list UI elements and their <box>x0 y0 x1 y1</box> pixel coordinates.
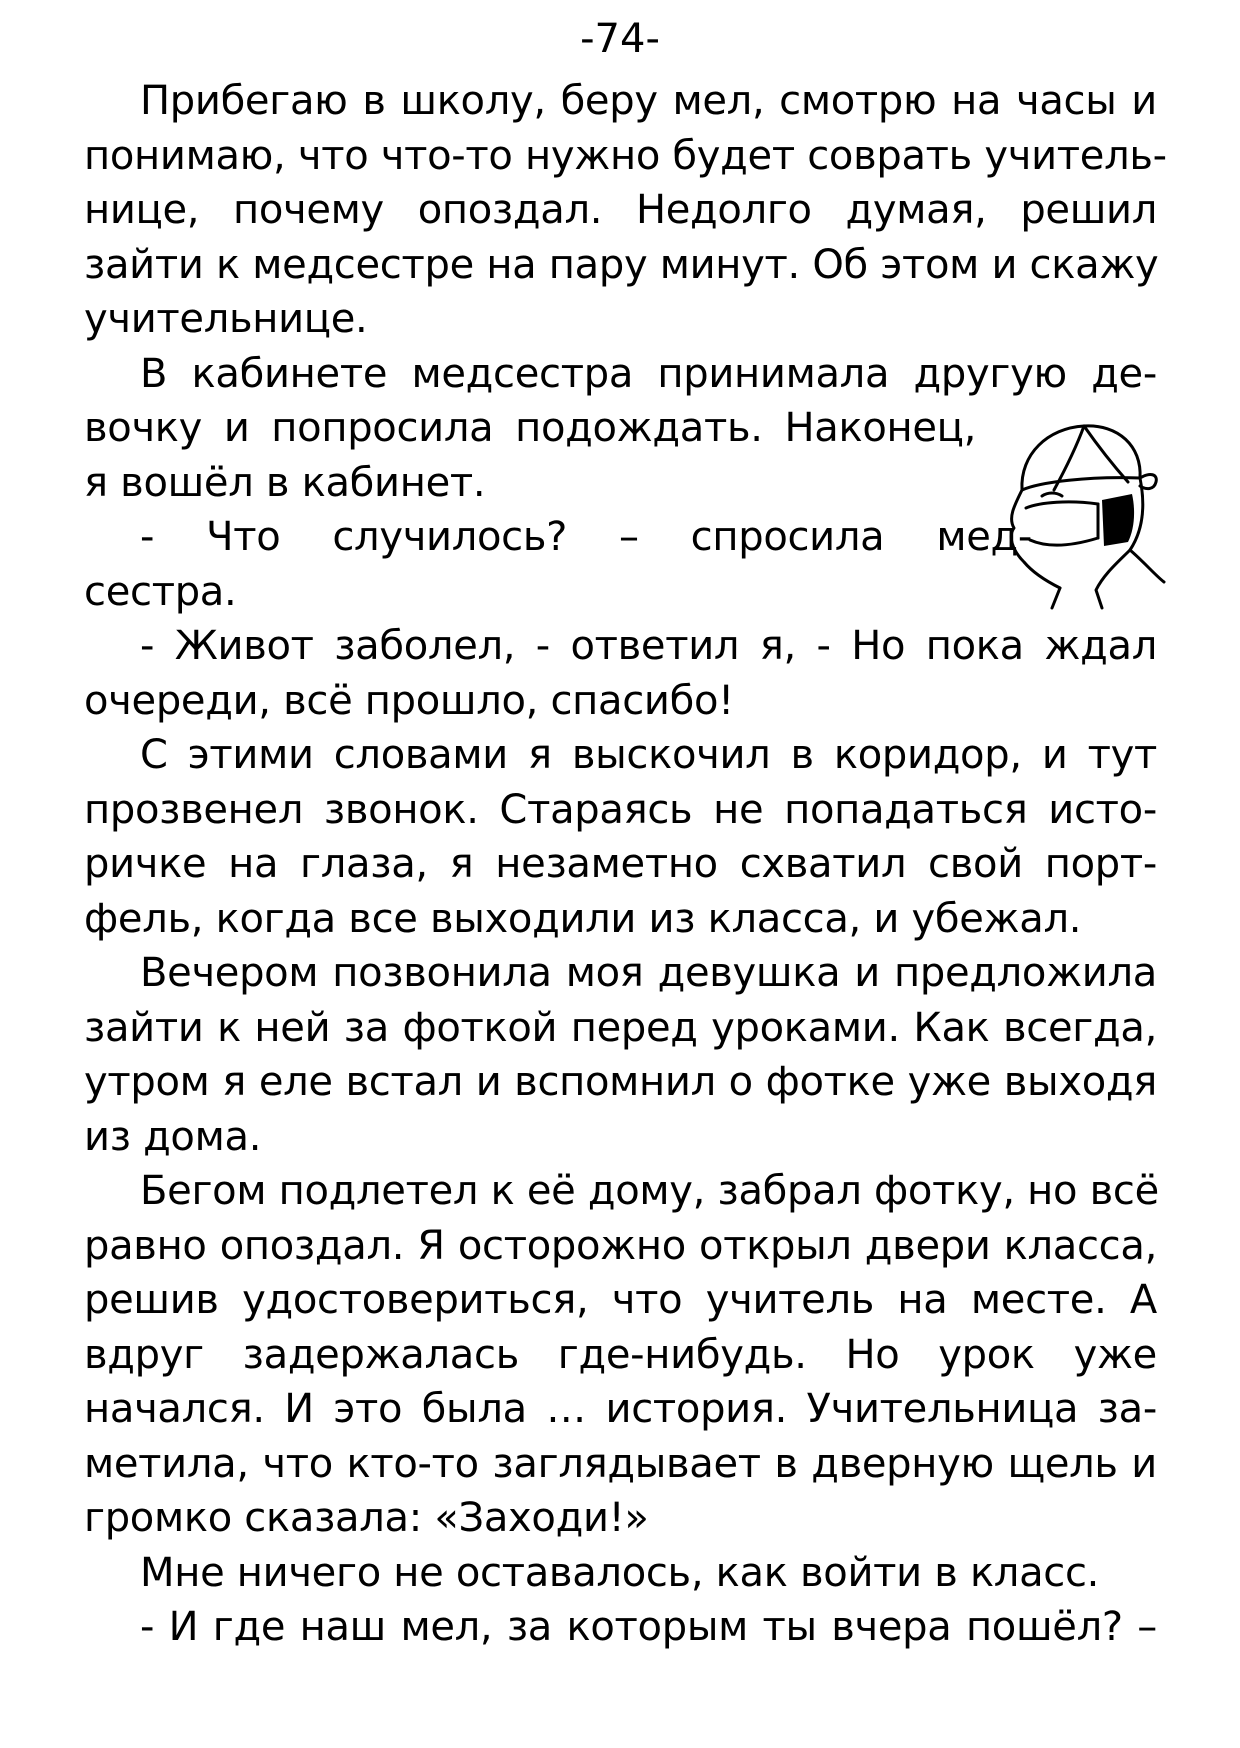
text-line: начался. И это была … история. Учительница за- <box>84 1386 1157 1432</box>
text-line: нице, почему опоздал. Недолго думая, решил <box>84 187 1157 233</box>
text-line: Мне ничего не оставалось, как войти в класс. <box>140 1549 1100 1596</box>
text-line: Вечером позвонила моя девушка и предложила <box>140 950 1157 996</box>
text-line: утром я еле встал и вспомнил о фотке уже выходя <box>84 1059 1157 1105</box>
text-line: - И где наш мел, за которым ты вчера пошёл? – <box>140 1604 1157 1650</box>
text-line: решив удостовериться, что учитель на месте. А <box>84 1277 1157 1323</box>
text-line: вдруг задержалась где-нибудь. Но урок уже <box>84 1331 1157 1378</box>
text-line: прозвенел звонок. Стараясь не попадаться исто- <box>84 786 1157 833</box>
text-line: фель, когда все выходили из класса, и убежал. <box>84 895 1082 942</box>
text-line: из дома. <box>84 1113 262 1160</box>
text-line: С этими словами я выскочил в коридор, и тут <box>140 732 1157 778</box>
text-line: вочку и попросила подождать. Наконец, <box>84 405 976 451</box>
text-line: понимаю, что что-то нужно будет соврать учитель- <box>84 132 1167 179</box>
text-line: очереди, всё прошло, спасибо! <box>84 677 734 724</box>
text-line: сестра. <box>84 568 237 615</box>
text-line: я вошёл в кабинет. <box>84 459 486 506</box>
page-number: -74- <box>580 16 660 62</box>
text-line: Прибегаю в школу, беру мел, смотрю на часы и <box>140 78 1157 124</box>
text-line: - Живот заболел, - ответил я, - Но пока ждал <box>140 623 1157 669</box>
nurse-illustration <box>1000 412 1170 612</box>
text-line: метила, что кто-то заглядывает в дверную щель и <box>84 1440 1157 1487</box>
text-line: В кабинете медсестра принимала другую де- <box>140 350 1157 397</box>
text-line: ричке на глаза, я незаметно схватил свой порт- <box>84 841 1157 887</box>
text-line: Бегом подлетел к её дому, забрал фотку, но всё <box>140 1168 1159 1214</box>
text-line: зайти к ней за фоткой перед уроками. Как всегда, <box>84 1004 1157 1051</box>
text-line: равно опоздал. Я осторожно открыл двери класса, <box>84 1222 1157 1269</box>
text-line: - Что случилось? – спросила мед- <box>140 514 1032 560</box>
text-line: учительнице. <box>84 296 368 342</box>
story-text <box>84 74 1167 1655</box>
text-line: громко сказала: «Заходи!» <box>84 1495 649 1541</box>
text-line: зайти к медсестре на пару минут. Об этом и скажу <box>84 241 1159 288</box>
nurse-head-mask-icon <box>1000 412 1170 612</box>
